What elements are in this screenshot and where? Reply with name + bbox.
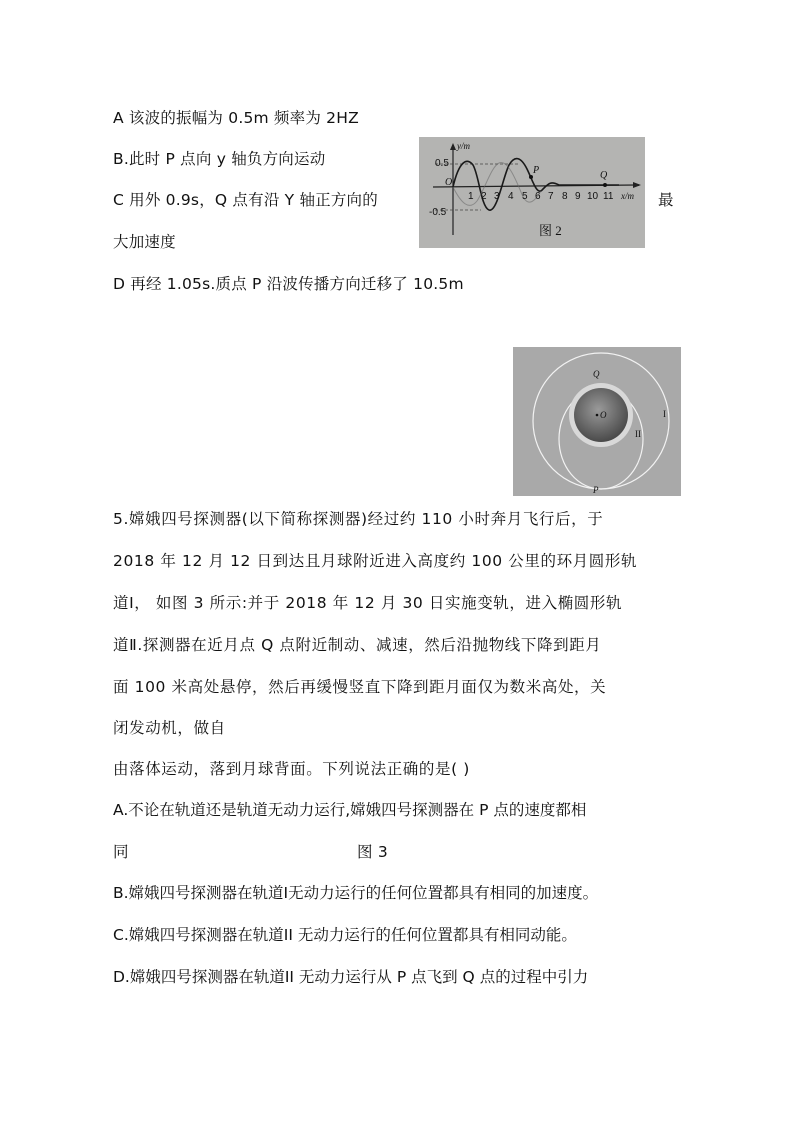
- q5-stem-line-3: 道Ⅰ， 如图 3 所示:并于 2018 年 12 月 30 日实施变轨，进入椭圆形轨: [113, 594, 623, 612]
- orbit-1-label: I: [663, 409, 666, 419]
- x-tick-5: 5: [522, 191, 528, 202]
- x-axis-label: x/m: [621, 191, 634, 201]
- y-tick-neg-0.5: -0.5: [429, 207, 447, 218]
- figure-2-wave-graph: [419, 137, 645, 248]
- q4-option-a: A 该波的振幅为 0.5m 频率为 2HZ: [113, 109, 359, 127]
- orbit-2-label: II: [635, 429, 641, 439]
- point-p-label: P: [533, 165, 540, 176]
- q4-option-c-end: 大加速度: [113, 233, 176, 251]
- figure-3-orbit-diagram: [513, 347, 681, 496]
- q4-option-b: B.此时 P 点向 y 轴负方向运动: [113, 150, 326, 168]
- x-tick-6: 6: [535, 191, 541, 202]
- q5-stem-line-1: 5.嫦娥四号探测器(以下简称探测器)经过约 110 小时奔月飞行后，于: [113, 510, 604, 528]
- point-q-label: Q: [593, 369, 600, 379]
- figure-2-caption: 图 2: [539, 223, 562, 238]
- q4-option-c: C 用外 0.9s，Q 点有沿 Y 轴正方向的: [113, 191, 378, 209]
- x-tick-11: 11: [603, 191, 614, 202]
- q4-option-d: D 再经 1.05s.质点 P 沿波传播方向迁移了 10.5m: [113, 275, 464, 293]
- point-q: [603, 183, 607, 187]
- q5-option-a-continued: 同: [113, 843, 129, 861]
- point-q-label: Q: [600, 170, 608, 181]
- q5-stem-line-4: 道Ⅱ.探测器在近月点 Q 点附近制动、减速，然后沿抛物线下降到距月: [113, 636, 602, 654]
- q5-option-d: D.嫦娥四号探测器在轨道II 无动力运行从 P 点飞到 Q 点的过程中引力: [113, 968, 589, 986]
- x-tick-1: 1: [468, 191, 474, 202]
- origin-label: O: [445, 177, 453, 188]
- q5-option-c: C.嫦娥四号探测器在轨道II 无动力运行的任何位置都具有相同动能。: [113, 926, 577, 944]
- figure-3-caption: 图 3: [357, 843, 388, 861]
- x-tick-3: 3: [494, 191, 500, 202]
- center-o-label: O: [600, 410, 607, 420]
- q5-option-a: A.不论在轨道还是轨道无动力运行,嫦娥四号探测器在 P 点的速度都相: [113, 801, 587, 819]
- q5-stem-line-5: 面 100 米高处悬停，然后再缓慢竖直下降到距月面仅为数米高处，关: [113, 678, 607, 696]
- point-p-label: P: [593, 485, 599, 495]
- x-tick-2: 2: [481, 191, 487, 202]
- x-tick-8: 8: [562, 191, 568, 202]
- x-tick-10: 10: [587, 191, 599, 202]
- x-tick-9: 9: [575, 191, 581, 202]
- q5-stem-line-7: 由落体运动，落到月球背面。下列说法正确的是( ): [113, 760, 470, 778]
- q4-option-c-continued: 最: [658, 191, 674, 209]
- q5-stem-line-2: 2018 年 12 月 12 日到达且月球附近进入高度约 100 公里的环月圆形轨: [113, 552, 638, 570]
- moon-center: [596, 414, 599, 417]
- q5-stem-line-6: 闭发动机，做自: [113, 719, 226, 737]
- x-tick-4: 4: [508, 191, 514, 202]
- y-tick-0.5: 0.5: [435, 158, 449, 169]
- x-tick-7: 7: [548, 191, 554, 202]
- y-axis-label: y/m: [457, 141, 470, 151]
- q5-option-b: B.嫦娥四号探测器在轨道I无动力运行的任何位置都具有相同的加速度。: [113, 884, 599, 902]
